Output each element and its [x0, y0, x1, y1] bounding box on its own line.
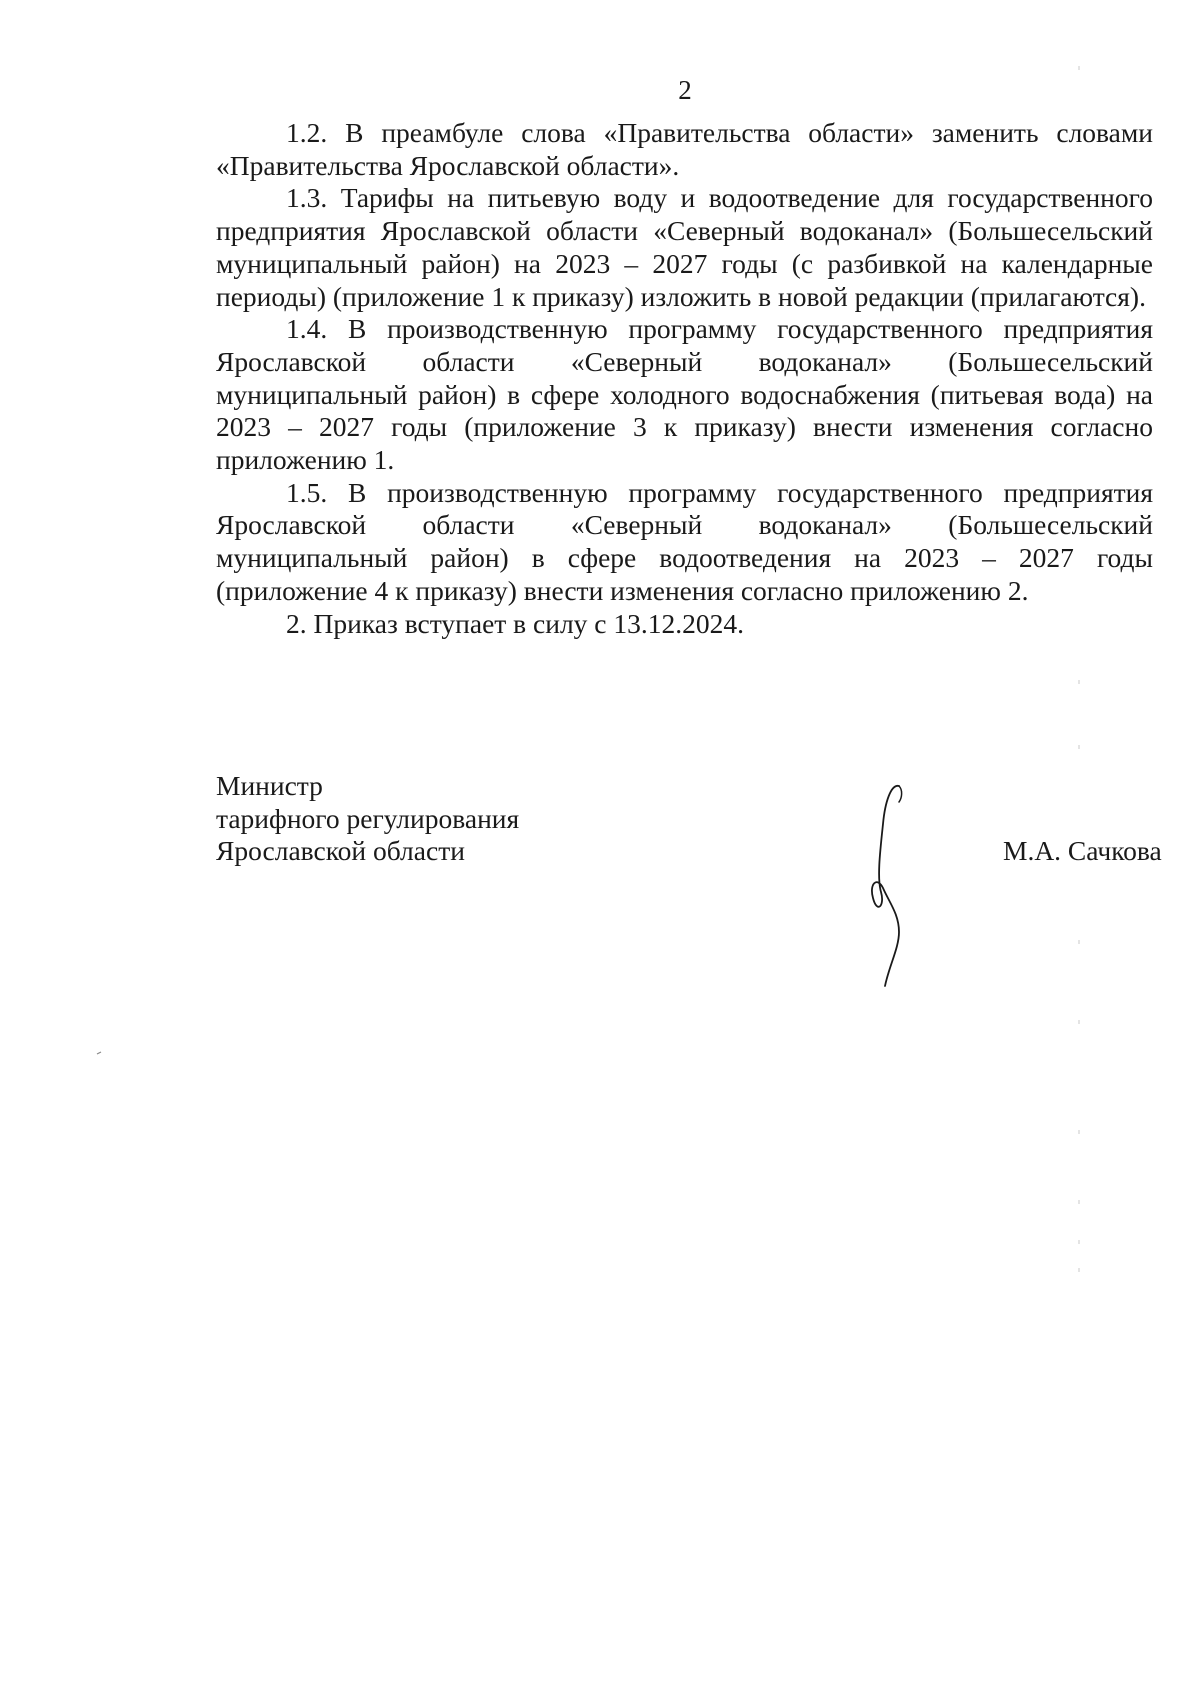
- signer-title-line-2: тарифного регулирования: [216, 802, 520, 834]
- handwritten-signature: [855, 780, 925, 990]
- document-body: [216, 117, 1153, 640]
- paragraph-1-2: 1.2. В преамбуле слова «Правительства области» заменить словами «Правительства Ярославской области».: [216, 117, 1153, 181]
- paragraph-1-3: 1.3. Тарифы на питьевую воду и водоотведение для государственного предприятия Ярославской области «Северный водоканал» (Большесельский муниципальный район) на 2023 – 2027 годы (с разбивкой на календарные периоды) (приложение 1 к приказу) изложить в новой редакции (прилагаются).: [216, 182, 1153, 312]
- paragraph-1-5: 1.5. В производственную программу государственного предприятия Ярославской области «Северный водоканал» (Большесельский муниципальный район) в сфере водоотведения на 2023 – 2027 годы (приложение 4 к приказу) внести изменения согласно приложению 2.: [216, 476, 1153, 606]
- page-number: 2: [678, 75, 692, 105]
- signer-name: М.А. Сачкова: [1003, 835, 1162, 866]
- paragraph-2: 2. Приказ вступает в силу с 13.12.2024.: [286, 607, 745, 639]
- signer-title-line-1: Министр: [216, 770, 323, 801]
- signer-title-line-3: Ярославской области: [216, 835, 465, 867]
- paragraph-1-4: 1.4. В производственную программу государственного предприятия Ярославской области «Северный водоканал» (Большесельский муниципальный район) в сфере холодного водоснабжения (питьевая вода) на 2023 – 2027 годы (приложение 3 к приказу) внести изменения согласно приложению 1.: [216, 313, 1153, 476]
- signer-title-block: [216, 770, 519, 868]
